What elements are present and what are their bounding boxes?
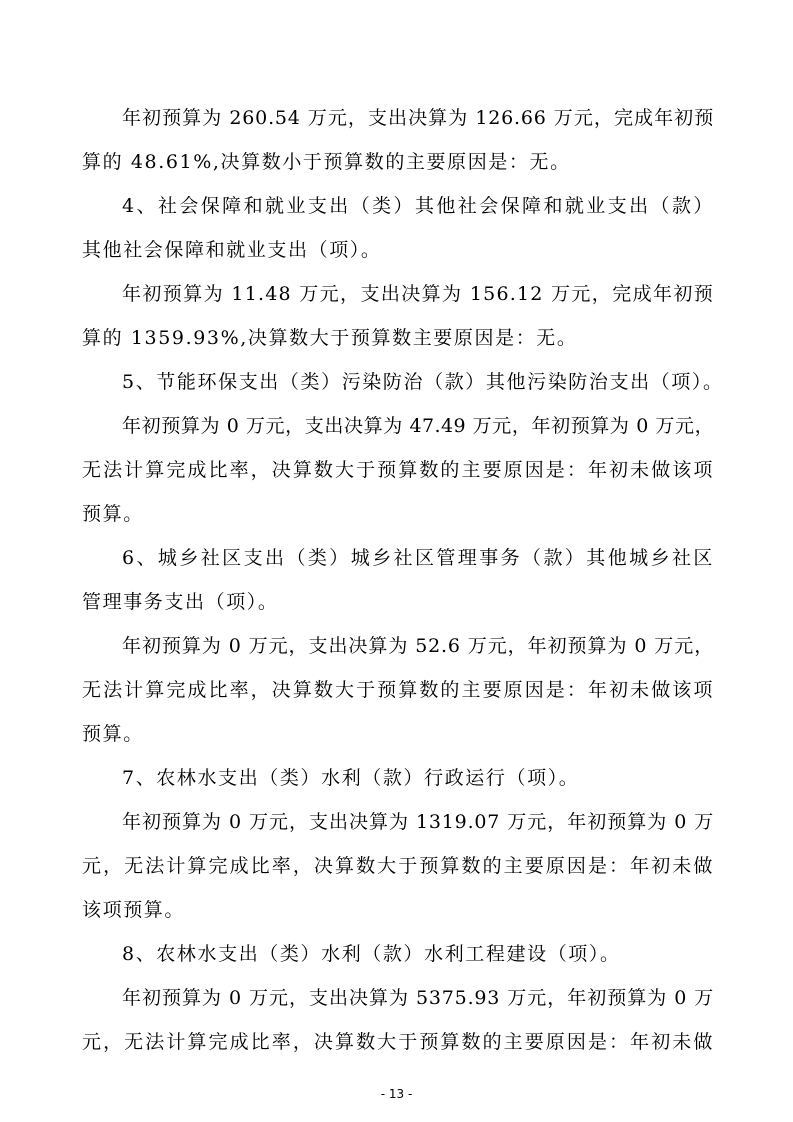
paragraph-line: 元，无法计算完成比率，决算数大于预算数的主要原因是：年初未做 (82, 855, 714, 877)
section-heading-line: 5、节能环保支出（类）污染防治（款）其他污染防治支出（项）。 (122, 371, 724, 393)
paragraph-line: 算的 48.61%,决算数小于预算数的主要原因是：无。 (82, 151, 571, 173)
section-heading-line: 7、农林水支出（类）水利（款）行政运行（项）。 (122, 767, 580, 789)
paragraph-line: 算的 1359.93%,决算数大于预算数主要原因是：无。 (82, 327, 578, 349)
section-heading-line: 其他社会保障和就业支出（项）。 (82, 239, 382, 261)
section-heading-line: 8、农林水支出（类）水利（款）水利工程建设（项）。 (122, 943, 621, 965)
paragraph-line: 年初预算为 0 万元，支出决算为 1319.07 万元，年初预算为 0 万 (122, 811, 714, 833)
paragraph-line: 无法计算完成比率，决算数大于预算数的主要原因是：年初未做该项 (82, 679, 714, 701)
section-heading-line: 管理事务支出（项）。 (82, 591, 279, 613)
paragraph-line: 预算。 (82, 723, 144, 745)
paragraph-line: 年初预算为 260.54 万元，支出决算为 126.66 万元，完成年初预 (122, 107, 714, 129)
page-number: - 13 - (380, 1087, 413, 1101)
section-heading-line: 6、城乡社区支出（类）城乡社区管理事务（款）其他城乡社区 (122, 547, 714, 569)
paragraph-line: 元，无法计算完成比率，决算数大于预算数的主要原因是：年初未做 (82, 1031, 714, 1053)
section-heading-line: 4、社会保障和就业支出（类）其他社会保障和就业支出（款） (122, 195, 714, 217)
paragraph-line: 年初预算为 11.48 万元，支出决算为 156.12 万元，完成年初预 (122, 283, 714, 305)
paragraph-line: 年初预算为 0 万元，支出决算为 52.6 万元，年初预算为 0 万元， (122, 635, 714, 657)
paragraph-line: 预算。 (82, 503, 144, 525)
paragraph-line: 年初预算为 0 万元，支出决算为 47.49 万元，年初预算为 0 万元， (122, 415, 714, 437)
paragraph-line: 年初预算为 0 万元，支出决算为 5375.93 万元，年初预算为 0 万 (122, 987, 714, 1009)
paragraph-line: 该项预算。 (82, 899, 186, 921)
paragraph-line: 无法计算完成比率，决算数大于预算数的主要原因是：年初未做该项 (82, 459, 714, 481)
